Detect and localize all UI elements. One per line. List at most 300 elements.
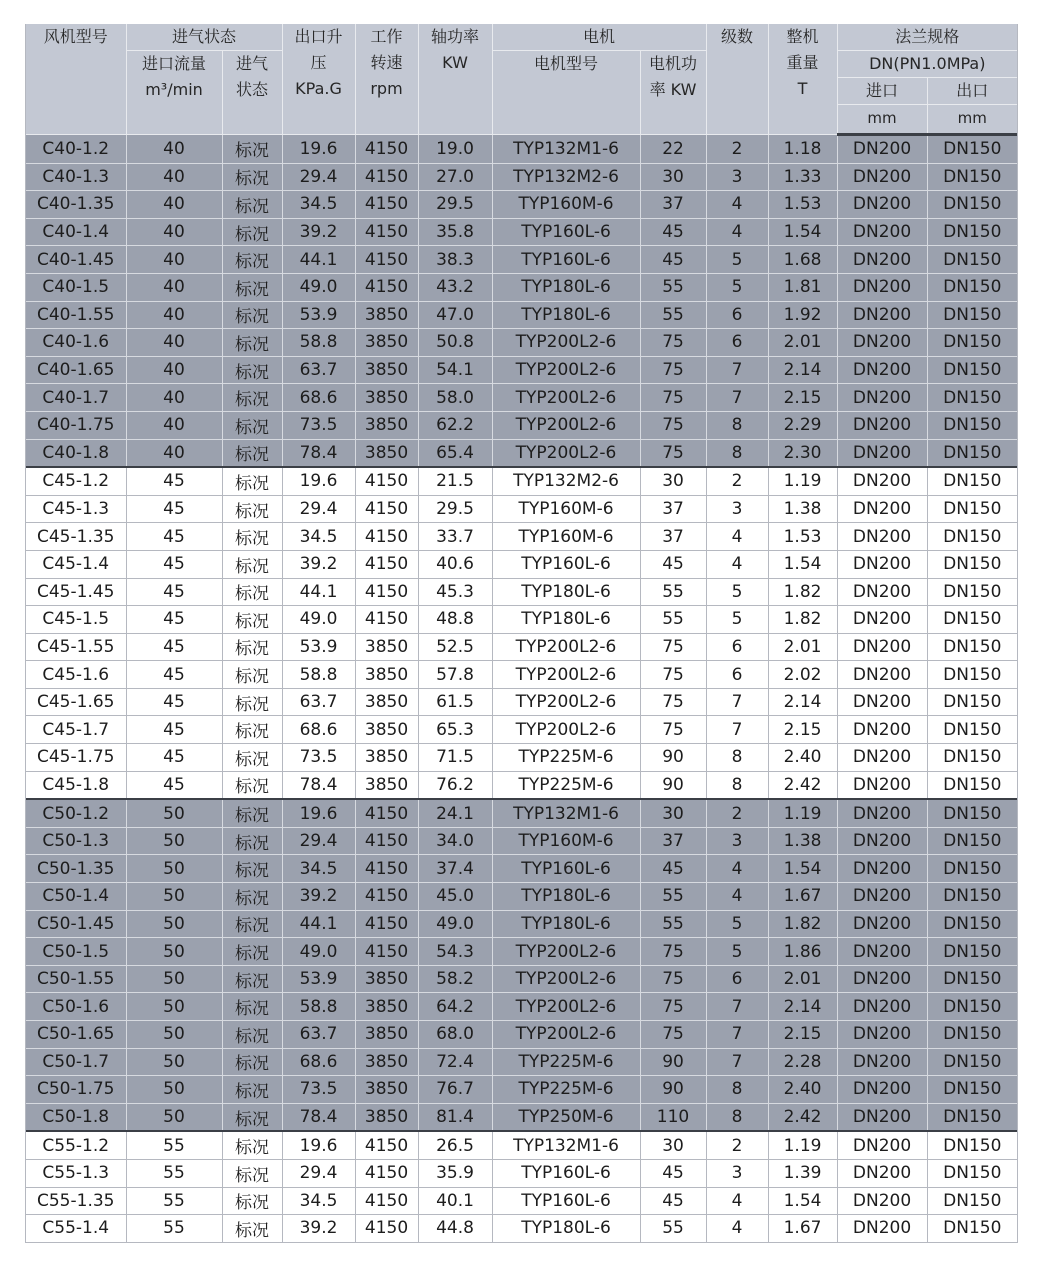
header-inlet-state: 进气状态 <box>126 24 282 51</box>
cell-flange-outlet: DN150 <box>927 356 1017 384</box>
cell-motor-power: 37 <box>640 191 706 219</box>
cell-flange-outlet: DN150 <box>927 1131 1017 1159</box>
cell-model: C40-1.6 <box>26 329 126 357</box>
cell-intake-state: 标况 <box>222 938 282 966</box>
cell-motor-model: TYP225M-6 <box>492 771 640 799</box>
cell-outlet-pressure: 58.8 <box>282 329 355 357</box>
cell-stages: 2 <box>706 799 768 827</box>
cell-model: C40-1.4 <box>26 218 126 246</box>
cell-model: C40-1.7 <box>26 384 126 412</box>
cell-outlet-pressure: 29.4 <box>282 495 355 523</box>
table-row <box>26 606 1017 634</box>
cell-flange-outlet: DN150 <box>927 1187 1017 1215</box>
cell-motor-power: 75 <box>640 411 706 439</box>
cell-motor-model: TYP132M2-6 <box>492 163 640 191</box>
cell-speed: 3850 <box>355 993 418 1021</box>
cell-outlet-pressure: 29.4 <box>282 163 355 191</box>
cell-flange-outlet: DN150 <box>927 467 1017 495</box>
cell-inlet-flow: 40 <box>126 301 222 329</box>
cell-model: C40-1.65 <box>26 356 126 384</box>
cell-speed: 3850 <box>355 1048 418 1076</box>
cell-model: C55-1.3 <box>26 1159 126 1187</box>
cell-motor-model: TYP160M-6 <box>492 827 640 855</box>
cell-intake-state: 标况 <box>222 218 282 246</box>
cell-stages: 3 <box>706 1159 768 1187</box>
cell-motor-power: 55 <box>640 578 706 606</box>
header-motor-model: 电机型号 <box>492 51 640 135</box>
cell-motor-power: 55 <box>640 273 706 301</box>
cell-model: C50-1.8 <box>26 1103 126 1131</box>
cell-inlet-flow: 50 <box>126 799 222 827</box>
cell-stages: 7 <box>706 688 768 716</box>
cell-shaft-power: 37.4 <box>418 855 492 883</box>
cell-weight: 2.42 <box>768 1103 837 1131</box>
cell-flange-inlet: DN200 <box>837 246 927 274</box>
table-row <box>26 883 1017 911</box>
cell-motor-model: TYP132M1-6 <box>492 1131 640 1159</box>
cell-flange-inlet: DN200 <box>837 411 927 439</box>
cell-speed: 4150 <box>355 1159 418 1187</box>
cell-model: C50-1.65 <box>26 1021 126 1049</box>
cell-speed: 3850 <box>355 356 418 384</box>
cell-weight: 2.14 <box>768 356 837 384</box>
cell-stages: 2 <box>706 467 768 495</box>
cell-weight: 1.53 <box>768 523 837 551</box>
cell-flange-outlet: DN150 <box>927 550 1017 578</box>
cell-stages: 6 <box>706 965 768 993</box>
table-row <box>26 1215 1017 1243</box>
cell-outlet-pressure: 34.5 <box>282 855 355 883</box>
cell-flange-inlet: DN200 <box>837 301 927 329</box>
cell-intake-state: 标况 <box>222 495 282 523</box>
cell-intake-state: 标况 <box>222 965 282 993</box>
cell-speed: 3850 <box>355 965 418 993</box>
cell-flange-outlet: DN150 <box>927 606 1017 634</box>
cell-motor-model: TYP180L-6 <box>492 301 640 329</box>
cell-motor-power: 75 <box>640 384 706 412</box>
cell-flange-inlet: DN200 <box>837 191 927 219</box>
cell-speed: 4150 <box>355 467 418 495</box>
cell-inlet-flow: 55 <box>126 1187 222 1215</box>
cell-intake-state: 标况 <box>222 633 282 661</box>
cell-speed: 3850 <box>355 439 418 467</box>
cell-outlet-pressure: 78.4 <box>282 1103 355 1131</box>
table-row <box>26 191 1017 219</box>
cell-model: C40-1.2 <box>26 135 126 164</box>
table-row <box>26 523 1017 551</box>
cell-intake-state: 标况 <box>222 1021 282 1049</box>
cell-motor-model: TYP180L-6 <box>492 910 640 938</box>
cell-weight: 1.81 <box>768 273 837 301</box>
header-flange-outlet: 出口 <box>927 78 1017 105</box>
cell-speed: 4150 <box>355 883 418 911</box>
cell-intake-state: 标况 <box>222 467 282 495</box>
cell-flange-inlet: DN200 <box>837 910 927 938</box>
cell-intake-state: 标况 <box>222 523 282 551</box>
cell-inlet-flow: 50 <box>126 910 222 938</box>
cell-stages: 8 <box>706 1076 768 1104</box>
cell-stages: 7 <box>706 1021 768 1049</box>
cell-flange-inlet: DN200 <box>837 163 927 191</box>
cell-inlet-flow: 50 <box>126 855 222 883</box>
cell-outlet-pressure: 58.8 <box>282 661 355 689</box>
cell-stages: 7 <box>706 993 768 1021</box>
cell-motor-power: 90 <box>640 744 706 772</box>
cell-model: C50-1.45 <box>26 910 126 938</box>
cell-model: C40-1.45 <box>26 246 126 274</box>
table-row <box>26 938 1017 966</box>
cell-flange-inlet: DN200 <box>837 993 927 1021</box>
cell-shaft-power: 49.0 <box>418 910 492 938</box>
cell-stages: 6 <box>706 329 768 357</box>
table-row <box>26 827 1017 855</box>
cell-shaft-power: 76.7 <box>418 1076 492 1104</box>
cell-flange-inlet: DN200 <box>837 273 927 301</box>
cell-inlet-flow: 45 <box>126 633 222 661</box>
cell-model: C50-1.35 <box>26 855 126 883</box>
cell-stages: 4 <box>706 883 768 911</box>
table-row <box>26 135 1017 164</box>
cell-inlet-flow: 40 <box>126 135 222 164</box>
cell-intake-state: 标况 <box>222 246 282 274</box>
cell-model: C50-1.7 <box>26 1048 126 1076</box>
cell-inlet-flow: 45 <box>126 716 222 744</box>
cell-inlet-flow: 40 <box>126 439 222 467</box>
cell-inlet-flow: 50 <box>126 883 222 911</box>
cell-motor-model: TYP160L-6 <box>492 1159 640 1187</box>
cell-model: C50-1.75 <box>26 1076 126 1104</box>
cell-stages: 4 <box>706 218 768 246</box>
table-row <box>26 467 1017 495</box>
cell-motor-model: TYP180L-6 <box>492 606 640 634</box>
cell-stages: 8 <box>706 1103 768 1131</box>
cell-intake-state: 标况 <box>222 301 282 329</box>
cell-shaft-power: 50.8 <box>418 329 492 357</box>
cell-motor-power: 37 <box>640 827 706 855</box>
cell-flange-inlet: DN200 <box>837 135 927 164</box>
cell-inlet-flow: 45 <box>126 467 222 495</box>
cell-speed: 3850 <box>355 1021 418 1049</box>
cell-model: C40-1.3 <box>26 163 126 191</box>
cell-intake-state: 标况 <box>222 163 282 191</box>
cell-model: C55-1.2 <box>26 1131 126 1159</box>
cell-shaft-power: 40.6 <box>418 550 492 578</box>
cell-intake-state: 标况 <box>222 883 282 911</box>
cell-motor-model: TYP132M1-6 <box>492 135 640 164</box>
cell-shaft-power: 29.5 <box>418 191 492 219</box>
cell-stages: 8 <box>706 744 768 772</box>
cell-weight: 2.01 <box>768 633 837 661</box>
cell-stages: 5 <box>706 910 768 938</box>
cell-weight: 2.40 <box>768 744 837 772</box>
table-row <box>26 1103 1017 1131</box>
cell-shaft-power: 34.0 <box>418 827 492 855</box>
cell-shaft-power: 62.2 <box>418 411 492 439</box>
cell-motor-power: 30 <box>640 163 706 191</box>
table-row <box>26 273 1017 301</box>
cell-speed: 3850 <box>355 688 418 716</box>
table-header <box>26 24 1017 135</box>
cell-flange-outlet: DN150 <box>927 1021 1017 1049</box>
cell-flange-outlet: DN150 <box>927 1103 1017 1131</box>
table-row <box>26 799 1017 827</box>
header-inlet-flow: 进口流量 m³/min <box>126 51 222 135</box>
table-row <box>26 1021 1017 1049</box>
cell-motor-power: 75 <box>640 633 706 661</box>
cell-stages: 6 <box>706 633 768 661</box>
cell-flange-outlet: DN150 <box>927 1048 1017 1076</box>
cell-weight: 1.54 <box>768 855 837 883</box>
cell-flange-inlet: DN200 <box>837 550 927 578</box>
cell-inlet-flow: 40 <box>126 273 222 301</box>
cell-stages: 7 <box>706 1048 768 1076</box>
table-row <box>26 633 1017 661</box>
cell-intake-state: 标况 <box>222 993 282 1021</box>
cell-stages: 2 <box>706 1131 768 1159</box>
cell-motor-power: 55 <box>640 910 706 938</box>
cell-motor-model: TYP200L2-6 <box>492 688 640 716</box>
cell-flange-outlet: DN150 <box>927 1159 1017 1187</box>
cell-speed: 4150 <box>355 218 418 246</box>
cell-model: C55-1.35 <box>26 1187 126 1215</box>
cell-outlet-pressure: 44.1 <box>282 578 355 606</box>
table-row <box>26 218 1017 246</box>
cell-inlet-flow: 50 <box>126 1048 222 1076</box>
fan-spec-table <box>26 24 1017 1243</box>
cell-intake-state: 标况 <box>222 135 282 164</box>
cell-motor-power: 75 <box>640 993 706 1021</box>
cell-speed: 4150 <box>355 550 418 578</box>
cell-motor-model: TYP200L2-6 <box>492 965 640 993</box>
cell-speed: 4150 <box>355 273 418 301</box>
cell-flange-inlet: DN200 <box>837 688 927 716</box>
cell-shaft-power: 40.1 <box>418 1187 492 1215</box>
table-row <box>26 1187 1017 1215</box>
cell-weight: 1.18 <box>768 135 837 164</box>
cell-flange-inlet: DN200 <box>837 1187 927 1215</box>
table-row <box>26 439 1017 467</box>
cell-speed: 3850 <box>355 411 418 439</box>
cell-outlet-pressure: 19.6 <box>282 1131 355 1159</box>
cell-inlet-flow: 50 <box>126 827 222 855</box>
table-row <box>26 744 1017 772</box>
cell-inlet-flow: 45 <box>126 550 222 578</box>
cell-weight: 2.30 <box>768 439 837 467</box>
table-row <box>26 578 1017 606</box>
cell-flange-inlet: DN200 <box>837 1103 927 1131</box>
cell-motor-model: TYP160M-6 <box>492 191 640 219</box>
cell-motor-power: 90 <box>640 771 706 799</box>
cell-motor-power: 90 <box>640 1048 706 1076</box>
cell-weight: 1.86 <box>768 938 837 966</box>
cell-intake-state: 标况 <box>222 1159 282 1187</box>
cell-motor-power: 75 <box>640 356 706 384</box>
cell-outlet-pressure: 73.5 <box>282 411 355 439</box>
cell-flange-outlet: DN150 <box>927 799 1017 827</box>
cell-flange-inlet: DN200 <box>837 467 927 495</box>
cell-outlet-pressure: 58.8 <box>282 993 355 1021</box>
cell-intake-state: 标况 <box>222 910 282 938</box>
cell-flange-outlet: DN150 <box>927 135 1017 164</box>
cell-inlet-flow: 50 <box>126 993 222 1021</box>
cell-outlet-pressure: 49.0 <box>282 273 355 301</box>
cell-shaft-power: 35.8 <box>418 218 492 246</box>
cell-weight: 2.15 <box>768 716 837 744</box>
cell-shaft-power: 71.5 <box>418 744 492 772</box>
cell-motor-model: TYP200L2-6 <box>492 661 640 689</box>
header-flange-inlet-unit: mm <box>837 105 927 135</box>
cell-intake-state: 标况 <box>222 578 282 606</box>
cell-model: C40-1.35 <box>26 191 126 219</box>
cell-motor-model: TYP160M-6 <box>492 523 640 551</box>
cell-weight: 1.54 <box>768 550 837 578</box>
cell-shaft-power: 61.5 <box>418 688 492 716</box>
cell-stages: 5 <box>706 246 768 274</box>
cell-inlet-flow: 40 <box>126 163 222 191</box>
cell-motor-power: 30 <box>640 467 706 495</box>
cell-speed: 4150 <box>355 799 418 827</box>
cell-speed: 4150 <box>355 855 418 883</box>
cell-shaft-power: 58.0 <box>418 384 492 412</box>
cell-outlet-pressure: 73.5 <box>282 1076 355 1104</box>
cell-motor-power: 75 <box>640 716 706 744</box>
cell-outlet-pressure: 63.7 <box>282 1021 355 1049</box>
cell-stages: 7 <box>706 384 768 412</box>
cell-flange-outlet: DN150 <box>927 191 1017 219</box>
cell-outlet-pressure: 53.9 <box>282 301 355 329</box>
cell-flange-inlet: DN200 <box>837 633 927 661</box>
cell-flange-outlet: DN150 <box>927 329 1017 357</box>
cell-flange-inlet: DN200 <box>837 965 927 993</box>
cell-intake-state: 标况 <box>222 439 282 467</box>
table-row <box>26 688 1017 716</box>
cell-weight: 2.14 <box>768 993 837 1021</box>
cell-intake-state: 标况 <box>222 661 282 689</box>
cell-outlet-pressure: 68.6 <box>282 384 355 412</box>
cell-speed: 3850 <box>355 329 418 357</box>
cell-weight: 2.15 <box>768 1021 837 1049</box>
cell-flange-inlet: DN200 <box>837 1021 927 1049</box>
cell-motor-power: 75 <box>640 688 706 716</box>
cell-outlet-pressure: 68.6 <box>282 716 355 744</box>
table-row <box>26 1048 1017 1076</box>
table-row <box>26 993 1017 1021</box>
cell-outlet-pressure: 19.6 <box>282 799 355 827</box>
cell-outlet-pressure: 49.0 <box>282 938 355 966</box>
cell-motor-model: TYP160L-6 <box>492 855 640 883</box>
cell-motor-power: 55 <box>640 1215 706 1243</box>
header-stages: 级数 <box>706 24 768 135</box>
cell-speed: 3850 <box>355 1076 418 1104</box>
cell-shaft-power: 81.4 <box>418 1103 492 1131</box>
cell-motor-power: 90 <box>640 1076 706 1104</box>
cell-flange-inlet: DN200 <box>837 329 927 357</box>
cell-shaft-power: 21.5 <box>418 467 492 495</box>
cell-flange-inlet: DN200 <box>837 523 927 551</box>
cell-speed: 4150 <box>355 578 418 606</box>
cell-weight: 1.53 <box>768 191 837 219</box>
cell-weight: 1.82 <box>768 910 837 938</box>
table-row <box>26 301 1017 329</box>
cell-model: C45-1.7 <box>26 716 126 744</box>
cell-motor-model: TYP200L2-6 <box>492 1021 640 1049</box>
cell-model: C50-1.4 <box>26 883 126 911</box>
cell-stages: 7 <box>706 716 768 744</box>
table-row <box>26 411 1017 439</box>
cell-shaft-power: 57.8 <box>418 661 492 689</box>
cell-inlet-flow: 50 <box>126 1021 222 1049</box>
table-row <box>26 550 1017 578</box>
cell-speed: 4150 <box>355 910 418 938</box>
cell-inlet-flow: 45 <box>126 771 222 799</box>
cell-motor-power: 30 <box>640 799 706 827</box>
cell-motor-power: 75 <box>640 439 706 467</box>
cell-outlet-pressure: 34.5 <box>282 191 355 219</box>
cell-shaft-power: 52.5 <box>418 633 492 661</box>
cell-inlet-flow: 45 <box>126 744 222 772</box>
cell-flange-outlet: DN150 <box>927 661 1017 689</box>
cell-motor-power: 75 <box>640 661 706 689</box>
cell-motor-model: TYP132M1-6 <box>492 799 640 827</box>
cell-intake-state: 标况 <box>222 716 282 744</box>
cell-flange-outlet: DN150 <box>927 273 1017 301</box>
table-row <box>26 1076 1017 1104</box>
cell-shaft-power: 54.3 <box>418 938 492 966</box>
cell-flange-outlet: DN150 <box>927 218 1017 246</box>
cell-flange-inlet: DN200 <box>837 661 927 689</box>
cell-stages: 5 <box>706 578 768 606</box>
cell-shaft-power: 43.2 <box>418 273 492 301</box>
cell-flange-outlet: DN150 <box>927 163 1017 191</box>
cell-speed: 3850 <box>355 633 418 661</box>
cell-outlet-pressure: 68.6 <box>282 1048 355 1076</box>
table-row <box>26 384 1017 412</box>
cell-motor-power: 45 <box>640 218 706 246</box>
cell-motor-model: TYP200L2-6 <box>492 716 640 744</box>
cell-flange-outlet: DN150 <box>927 910 1017 938</box>
cell-shaft-power: 58.2 <box>418 965 492 993</box>
cell-weight: 1.54 <box>768 218 837 246</box>
header-motor: 电机 <box>492 24 706 51</box>
cell-intake-state: 标况 <box>222 411 282 439</box>
cell-flange-outlet: DN150 <box>927 771 1017 799</box>
row-group-2 <box>26 467 1017 799</box>
table-row <box>26 1131 1017 1159</box>
cell-motor-power: 45 <box>640 855 706 883</box>
cell-speed: 4150 <box>355 495 418 523</box>
cell-outlet-pressure: 53.9 <box>282 965 355 993</box>
cell-motor-model: TYP160M-6 <box>492 495 640 523</box>
cell-model: C45-1.45 <box>26 578 126 606</box>
cell-motor-model: TYP200L2-6 <box>492 633 640 661</box>
cell-speed: 3850 <box>355 771 418 799</box>
cell-motor-power: 30 <box>640 1131 706 1159</box>
cell-inlet-flow: 45 <box>126 688 222 716</box>
cell-motor-power: 45 <box>640 246 706 274</box>
cell-flange-outlet: DN150 <box>927 384 1017 412</box>
cell-motor-power: 22 <box>640 135 706 164</box>
cell-shaft-power: 26.5 <box>418 1131 492 1159</box>
cell-shaft-power: 45.3 <box>418 578 492 606</box>
cell-speed: 4150 <box>355 1131 418 1159</box>
cell-intake-state: 标况 <box>222 550 282 578</box>
cell-flange-inlet: DN200 <box>837 439 927 467</box>
cell-intake-state: 标况 <box>222 1103 282 1131</box>
cell-inlet-flow: 40 <box>126 411 222 439</box>
cell-motor-model: TYP200L2-6 <box>492 356 640 384</box>
cell-flange-outlet: DN150 <box>927 855 1017 883</box>
cell-intake-state: 标况 <box>222 606 282 634</box>
